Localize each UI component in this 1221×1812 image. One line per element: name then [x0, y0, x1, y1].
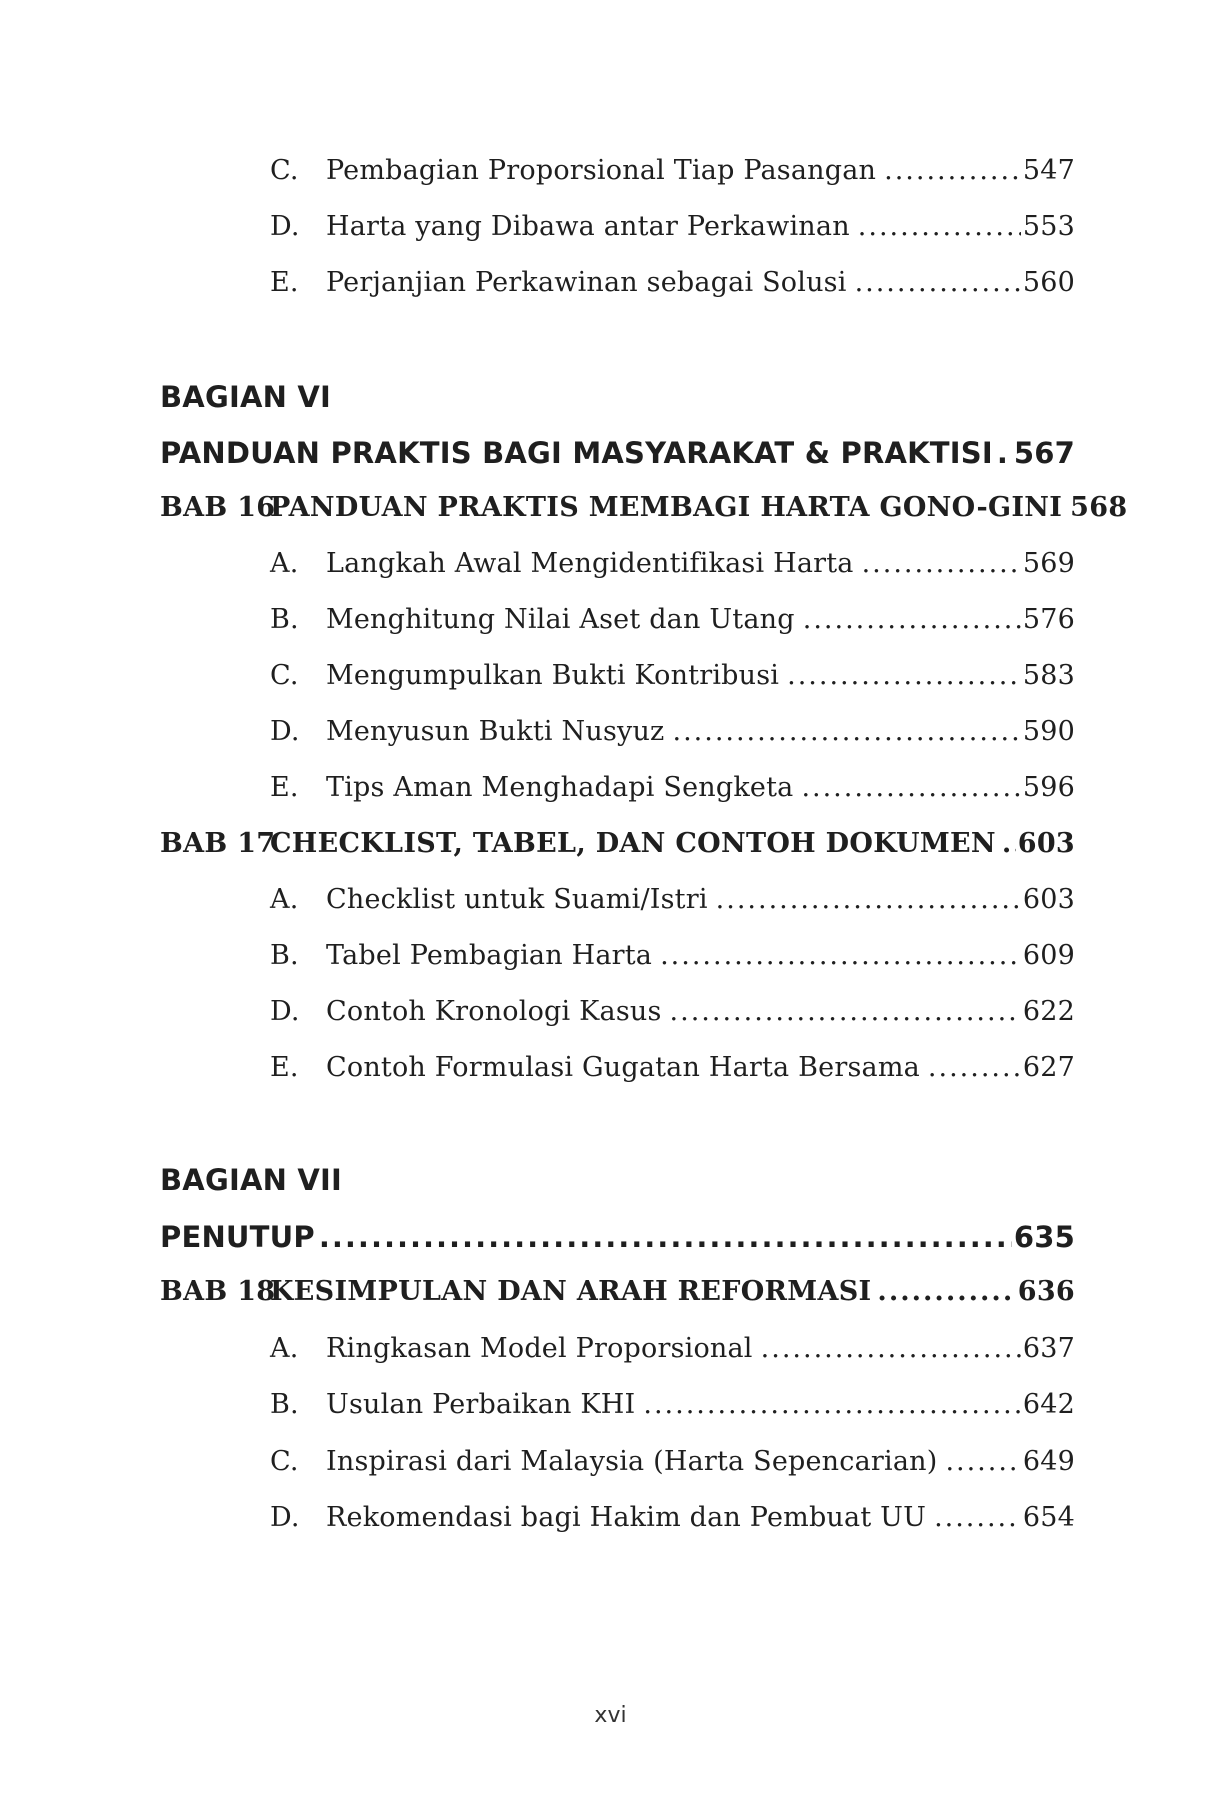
- entry-title: Tabel Pembagian Harta: [326, 940, 653, 971]
- toc-entry: [270, 940, 1075, 971]
- part-7-title: PENUTUP: [160, 1220, 315, 1254]
- entry-title: Menghitung Nilai Aset dan Utang: [326, 604, 795, 635]
- toc-entry: [270, 996, 1075, 1027]
- entry-title: Contoh Formulasi Gugatan Harta Bersama: [326, 1052, 920, 1083]
- dot-leader: [934, 1502, 1021, 1533]
- entry-letter: C.: [270, 1446, 299, 1477]
- dot-leader: [801, 772, 1020, 803]
- toc-entry: [270, 1333, 1075, 1364]
- toc-entry: [270, 716, 1075, 747]
- dot-leader: [787, 660, 1021, 691]
- chapter-entry: [160, 492, 1128, 523]
- dot-leader: [858, 211, 1021, 242]
- entry-letter: A.: [270, 548, 299, 579]
- toc-entry: [270, 1389, 1075, 1420]
- entry-letter: E.: [270, 772, 299, 803]
- toc-entry: [270, 604, 1075, 635]
- toc-entry: [270, 1502, 1075, 1533]
- toc-entry: [270, 1052, 1075, 1083]
- chapter-page: 636: [1017, 1276, 1075, 1307]
- entry-page: 649: [1022, 1446, 1075, 1477]
- entry-title: Checklist untuk Suami/Istri: [326, 884, 708, 915]
- entry-letter: B.: [270, 604, 299, 635]
- entry-page: 622: [1022, 996, 1075, 1027]
- entry-page: 576: [1022, 604, 1075, 635]
- part-6-title: PANDUAN PRAKTIS BAGI MASYARAKAT & PRAKTISI: [160, 436, 993, 470]
- entry-letter: C.: [270, 660, 299, 691]
- entry-title: Mengumpulkan Bukti Kontribusi: [326, 660, 780, 691]
- chapter-entry: [160, 828, 1075, 859]
- part-6-label: BAGIAN VI: [160, 380, 331, 414]
- part-7-page: 635: [1013, 1220, 1075, 1254]
- entry-title: Usulan Perbaikan KHI: [326, 1389, 636, 1420]
- chapter-page: 568: [1070, 492, 1128, 523]
- entry-letter: D.: [270, 211, 300, 242]
- entry-page: 583: [1022, 660, 1075, 691]
- chapter-title: PANDUAN PRAKTIS MEMBAGI HARTA GONO-GINI: [270, 492, 1063, 523]
- entry-letter: B.: [270, 940, 299, 971]
- entry-page: 553: [1022, 211, 1075, 242]
- entry-page: 547: [1022, 155, 1075, 186]
- entry-letter: C.: [270, 155, 299, 186]
- entry-title: Contoh Kronologi Kasus: [326, 996, 662, 1027]
- toc-entry: [270, 884, 1075, 915]
- dot-leader: [928, 1052, 1021, 1083]
- entry-title: Tips Aman Menghadapi Sengketa: [326, 772, 794, 803]
- dot-leader: [319, 1220, 1012, 1254]
- part-heading: [160, 1220, 1075, 1254]
- toc-entry: [270, 155, 1075, 186]
- entry-letter: E.: [270, 1052, 299, 1083]
- entry-page: 560: [1022, 267, 1075, 298]
- dot-leader: [643, 1389, 1020, 1420]
- entry-title: Perjanjian Perkawinan sebagai Solusi: [326, 267, 847, 298]
- part-label: [160, 380, 1075, 414]
- chapter-number: BAB 18: [160, 1276, 276, 1307]
- entry-title: Inspirasi dari Malaysia (Harta Sepencarian): [326, 1446, 938, 1477]
- entry-page: 569: [1022, 548, 1075, 579]
- chapter-entry: [160, 1276, 1075, 1307]
- part-label: [160, 1163, 1075, 1197]
- dot-leader: [862, 548, 1021, 579]
- entry-title: Ringkasan Model Proporsional: [326, 1333, 753, 1364]
- dot-leader: [803, 604, 1021, 635]
- entry-letter: B.: [270, 1389, 299, 1420]
- entry-page: 609: [1022, 940, 1075, 971]
- chapter-number: BAB 17: [160, 828, 276, 859]
- entry-page: 603: [1022, 884, 1075, 915]
- entry-letter: A.: [270, 884, 299, 915]
- dot-leader: [997, 436, 1012, 470]
- entry-page: 642: [1022, 1389, 1075, 1420]
- entry-page: 637: [1022, 1333, 1075, 1364]
- dot-leader: [660, 940, 1021, 971]
- page-number: xvi: [594, 1703, 627, 1728]
- dot-leader: [716, 884, 1021, 915]
- chapter-title: CHECKLIST, TABEL, DAN CONTOH DOKUMEN: [270, 828, 996, 859]
- entry-title: Langkah Awal Mengidentifikasi Harta: [326, 548, 854, 579]
- toc-entry: [270, 660, 1075, 691]
- entry-title: Harta yang Dibawa antar Perkawinan: [326, 211, 850, 242]
- chapter-number: BAB 16: [160, 492, 276, 523]
- entry-letter: D.: [270, 996, 300, 1027]
- dot-leader: [761, 1333, 1021, 1364]
- entry-page: 654: [1022, 1502, 1075, 1533]
- entry-page: 596: [1022, 772, 1075, 803]
- entry-title: Pembagian Proporsional Tiap Pasangan: [326, 155, 877, 186]
- entry-letter: A.: [270, 1333, 299, 1364]
- entry-title: Menyusun Bukti Nusyuz: [326, 716, 665, 747]
- toc-entry: [270, 211, 1075, 242]
- entry-letter: D.: [270, 716, 300, 747]
- chapter-page: 603: [1017, 828, 1075, 859]
- dot-leader: [672, 716, 1020, 747]
- dot-leader: [670, 996, 1021, 1027]
- entry-letter: E.: [270, 267, 299, 298]
- entry-letter: D.: [270, 1502, 300, 1533]
- chapter-title: KESIMPULAN DAN ARAH REFORMASI: [270, 1276, 872, 1307]
- part-7-label: BAGIAN VII: [160, 1163, 342, 1197]
- dot-leader: [855, 267, 1021, 298]
- dot-leader: [1002, 828, 1016, 859]
- toc-entry: [270, 1446, 1075, 1477]
- part-6-page: 567: [1013, 436, 1075, 470]
- entry-title: Rekomendasi bagi Hakim dan Pembuat UU: [326, 1502, 927, 1533]
- toc-entry: [270, 772, 1075, 803]
- entry-page: 627: [1022, 1052, 1075, 1083]
- entry-page: 590: [1022, 716, 1075, 747]
- toc-entry: [270, 548, 1075, 579]
- part-heading: [160, 436, 1075, 470]
- dot-leader: [877, 1276, 1015, 1307]
- dot-leader: [884, 155, 1021, 186]
- toc-entry: [270, 267, 1075, 298]
- dot-leader: [945, 1446, 1020, 1477]
